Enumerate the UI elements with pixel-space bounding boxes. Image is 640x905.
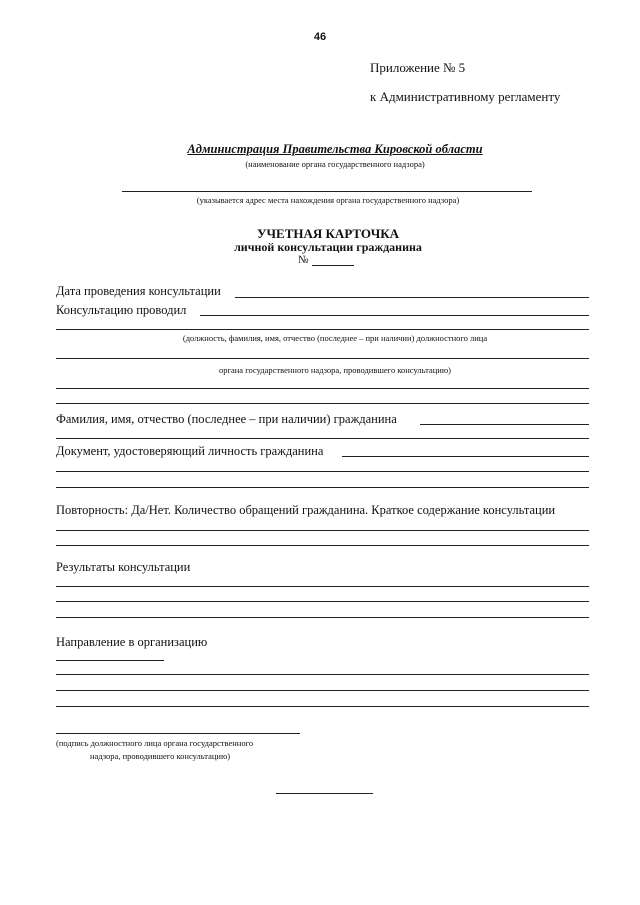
referral-line-short [56,660,164,661]
identity-document-line [342,456,589,457]
results-line-1 [56,586,589,587]
consultation-date-line [235,297,589,298]
closing-line [276,793,373,794]
organization-name: Администрация Правительства Кировской области [187,142,483,156]
referral-line-2 [56,690,589,691]
page-number: 46 [313,31,327,43]
card-number-label: № [298,254,309,266]
organization-name-caption: (наименование органа государственного надзора) [245,159,425,169]
results-line-2 [56,601,589,602]
citizen-name-line [420,424,589,425]
official-caption-1: (должность, фамилия, имя, отчество (последнее – при наличии) должностного лица [182,333,488,343]
signature-caption-1: (подпись должностного лица органа государственного [56,738,254,748]
referral-label: Направление в организацию [56,635,208,649]
card-subtitle: личной консультации гражданина [234,240,422,254]
official-caption-2: органа государственного надзора, проводившего консультацию) [218,365,452,375]
signature-caption-2: надзора, проводившего консультацию) [90,751,231,761]
official-line-1 [56,358,589,359]
conducted-by-line [200,315,589,316]
repeat-info-label: Повторность: Да/Нет. Количество обращений гражданина. Краткое содержание консультации [56,503,556,517]
results-label: Результаты консультации [56,560,191,574]
summary-line-1 [56,530,589,531]
official-line-2 [56,388,589,389]
conducted-by-label: Консультацию проводил [56,303,187,317]
citizen-name-line-2 [56,438,589,439]
identity-document-line-3 [56,487,589,488]
referral-line-1 [56,674,589,675]
address-line [122,191,532,192]
card-title: УЧЕТНАЯ КАРТОЧКА [256,226,400,241]
appendix-title: Приложение № 5 [370,60,466,75]
results-line-3 [56,617,589,618]
conducted-by-line-2 [56,329,589,330]
consultation-date-label: Дата проведения консультации [56,284,221,298]
signature-line [56,733,300,734]
summary-line-2 [56,545,589,546]
card-number-line [312,265,354,266]
appendix-subtitle: к Административному регламенту [370,89,561,104]
identity-document-label: Документ, удостоверяющий личность гражданина [56,444,324,458]
citizen-name-label: Фамилия, имя, отчество (последнее – при наличии) гражданина [56,412,397,426]
referral-line-3 [56,706,589,707]
address-caption: (указывается адрес места нахождения органа государственного надзора) [196,195,460,205]
official-line-3 [56,403,589,404]
identity-document-line-2 [56,471,589,472]
